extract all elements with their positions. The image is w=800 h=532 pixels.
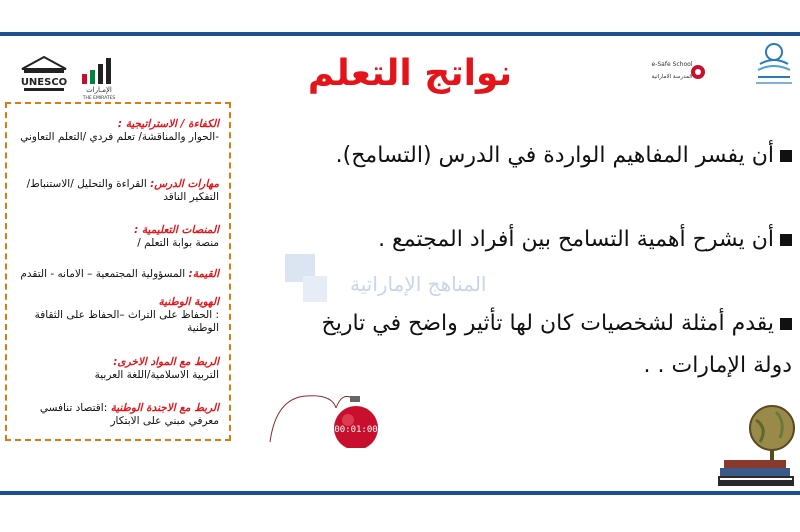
bullet-square-icon [780, 150, 792, 162]
watermark-text: المناهج الإماراتية [350, 272, 487, 296]
esafe-en-text: e-Safe School [651, 61, 693, 68]
identity-text: : الحفاظ على التراث –الحفاظ على الثقافة الوطنية [34, 309, 219, 335]
outcome-item-3-cont [644, 348, 792, 383]
page-title: نواتج التعلم [307, 53, 513, 94]
outcome-item-3 [322, 306, 793, 341]
outcome-item-2 [378, 222, 792, 257]
platforms-section [9, 224, 219, 250]
skills-section [9, 178, 219, 204]
link-head: الربط مع المواد الاخرى: [113, 356, 219, 368]
skills-text: القراءة والتحليل /الاستنباط/التفكير الناقد [26, 178, 219, 204]
skills-head: مهارات الدرس: [150, 178, 219, 190]
uae-en-text: THE EMIRATES [82, 96, 116, 100]
identity-head: الهوية الوطنية [158, 296, 219, 308]
agenda-head: الربط مع الاجندة الوطنية [110, 402, 219, 414]
esafe-logo [650, 52, 706, 92]
top-bar [0, 32, 800, 36]
uae-ar-text: الإمـارات [86, 86, 112, 94]
link-section [9, 356, 219, 382]
uae-logo [74, 52, 124, 100]
bottom-bar [0, 491, 800, 495]
agenda-section [9, 402, 219, 428]
competency-section [9, 118, 219, 144]
agenda-text: :اقتصاد تنافسي معرفي مبني على الابتكار [39, 402, 219, 428]
value-head: القيمة: [188, 268, 219, 280]
link-text: التربية الاسلامية/اللغة العربية [94, 369, 219, 382]
outcome-item-1 [336, 138, 792, 173]
timer-bomb-icon [266, 388, 396, 448]
outcome-text-1: أن يفسر المفاهيم الواردة في الدرس (التسامح). [335, 143, 774, 168]
books-globe-icon [716, 398, 798, 490]
adek-logo [750, 40, 798, 92]
value-text: المسؤولية المجتمعية – الامانه - التقدم [20, 268, 186, 280]
identity-section [9, 296, 219, 335]
outcome-text-3: يقدم أمثلة لشخصيات كان لها تأثير واضح في تاريخ [321, 311, 774, 336]
unesco-text: UNESCO [20, 77, 68, 88]
value-section [9, 268, 219, 281]
timer-text: 00:01:00 [334, 425, 378, 435]
bullet-square-icon [780, 234, 792, 246]
lesson-info-box [5, 102, 231, 441]
outcome-text-4: دولة الإمارات . . [643, 353, 792, 378]
competency-head: الكفاءة / الاستراتيجية : [117, 118, 219, 130]
competency-text: -الحوار والمناقشة/ تعلم فردي /التعلم التعاوني [20, 131, 219, 144]
platforms-head: المنصات التعليمية : [134, 224, 219, 236]
platforms-text: منصة بوابة التعلم / [137, 237, 219, 250]
esafe-ar-text: المدرسة الاماراتية [651, 74, 693, 80]
unesco-logo [18, 55, 70, 95]
outcome-text-2: أن يشرح أهمية التسامح بين أفراد المجتمع . [378, 227, 774, 252]
bullet-square-icon [780, 318, 792, 330]
